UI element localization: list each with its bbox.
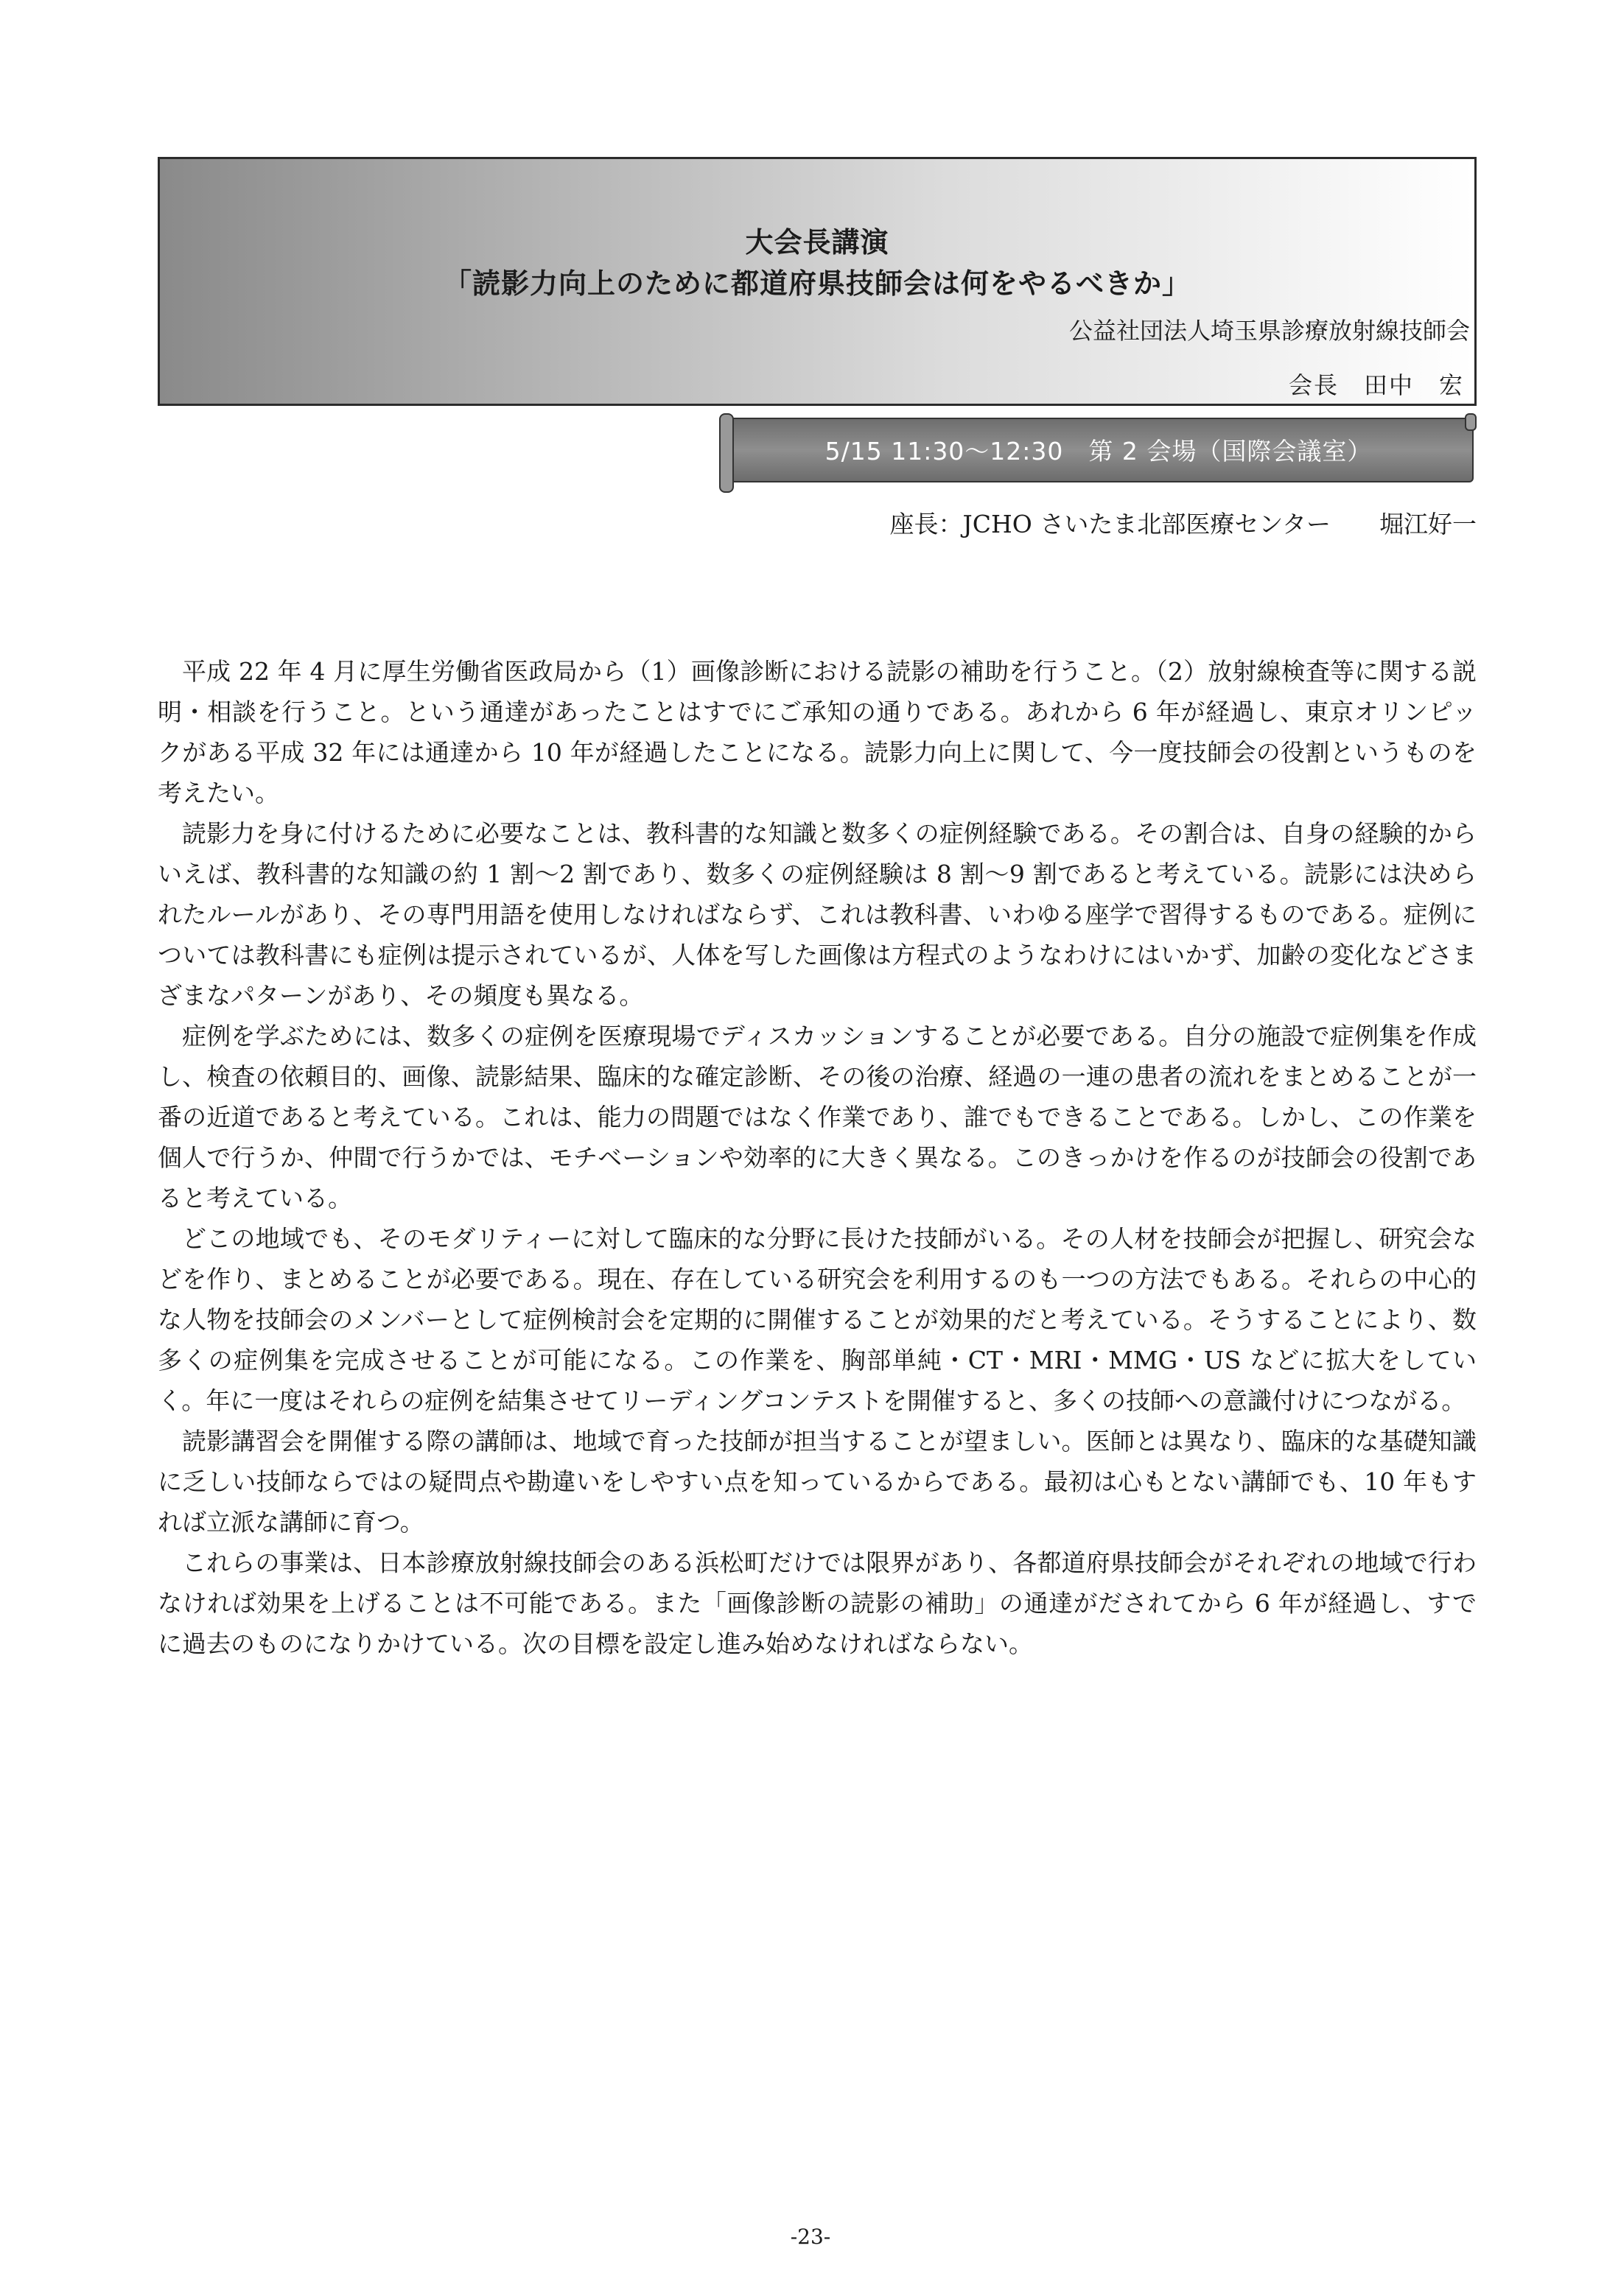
body-paragraph: 平成 22 年 4 月に厚生労働省医政局から（1）画像診断における読影の補助を行うこと。（2）放射線検査等に関する説明・相談を行うこと。という通達があったことはすでにご承知の通りである。あれから 6 年が経過し、東京オリンピックがある平成 32 年には通達から 10 年が経過したことになる。読影力向上に関して、今一度技師会の役割というものを考えたい。	[158, 657, 1477, 807]
body-paragraph: 読影講習会を開催する際の講師は、地域で育った技師が担当することが望ましい。医師とは異なり、臨床的な基礎知識に乏しい技師ならではの疑問点や勘違いをしやすい点を知っているからである。最初は心もとない講師でも、10 年もすれば立派な講師に育つ。	[158, 1427, 1477, 1537]
presenter-name: 会長 田中 宏	[1288, 371, 1464, 399]
lecture-body	[158, 651, 1477, 1664]
chairperson: 座長：JCHO さいたま北部医療センター 堀江好一	[889, 510, 1477, 538]
lecture-title: 大会長講演	[745, 226, 889, 259]
session-info: 5/15 11:30〜12:30 第 2 会場（国際会議室）	[824, 437, 1373, 466]
body-paragraph: これらの事業は、日本診療放射線技師会のある浜松町だけでは限界があり、各都道府県技師会がそれぞれの地域で行わなければ効果を上げることは不可能である。また「画像診断の読影の補助」の通達がだされてから 6 年が経過し、すでに過去のものになりかけている。次の目標を設定し進み始めなければならない。	[158, 1548, 1477, 1658]
page-number: -23-	[790, 2225, 831, 2249]
body-paragraph: 読影力を身に付けるために必要なことは、教科書的な知識と数多くの症例経験である。その割合は、自身の経験的からいえば、教科書的な知識の約 1 割〜2 割であり、数多くの症例経験は 8 割〜9 割であると考えている。読影には決められたルールがあり、その専門用語を使用しなければならず、これは教科書、いわゆる座学で習得するものである。症例については教科書にも症例は提示されているが、人体を写した画像は方程式のようなわけにはいかず、加齢の変化などさまざまなパターンがあり、その頻度も異なる。	[158, 819, 1477, 1010]
lecture-subtitle: 「読影力向上のために都道府県技師会は何をやるべきか」	[443, 267, 1191, 300]
scroll-curl-right	[1465, 413, 1477, 431]
presenter-organization: 公益社団法人埼玉県診療放射線技師会	[1068, 317, 1470, 345]
session-banner	[724, 418, 1474, 482]
body-paragraph: 症例を学ぶためには、数多くの症例を医療現場でディスカッションすることが必要である。自分の施設で症例集を作成し、検査の依頼目的、画像、読影結果、臨床的な確定診断、その後の治療、経過の一連の患者の流れをまとめることが一番の近道であると考えている。これは、能力の問題ではなく作業であり、誰でもできることである。しかし、この作業を個人で行うか、仲間で行うかでは、モチベーションや効率的に大きく異なる。このきっかけを作るのが技師会の役割であると考えている。	[158, 1022, 1477, 1212]
body-paragraph: どこの地域でも、そのモダリティーに対して臨床的な分野に長けた技師がいる。その人材を技師会が把握し、研究会などを作り、まとめることが必要である。現在、存在している研究会を利用するのも一つの方法でもある。それらの中心的な人物を技師会のメンバーとして症例検討会を定期的に開催することが効果的だと考えている。そうすることにより、数多くの症例集を完成させることが可能になる。この作業を、胸部単純・CT・MRI・MMG・US などに拡大をしていく。年に一度はそれらの症例を結集させてリーディングコンテストを開催すると、多くの技師への意識付けにつながる。	[158, 1224, 1477, 1415]
lecture-header-box	[158, 157, 1477, 406]
